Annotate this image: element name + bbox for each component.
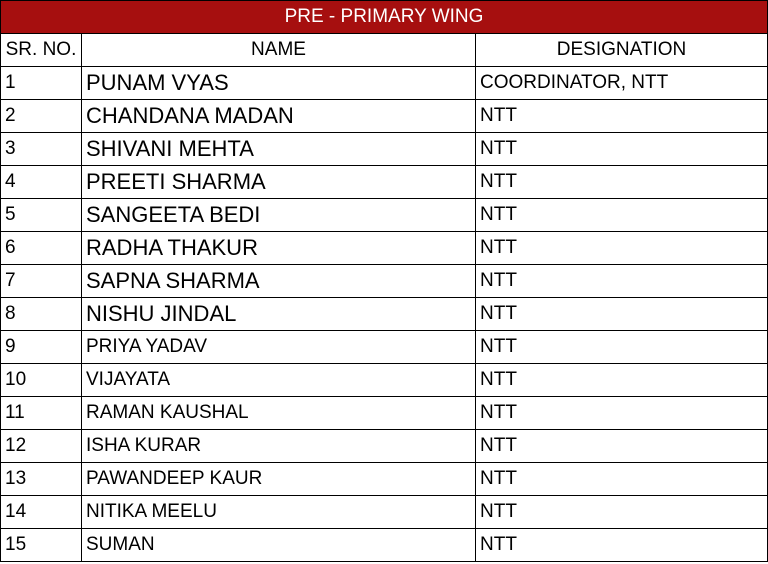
table-row [1, 199, 768, 232]
name-cell: NISHU JINDAL [82, 298, 476, 331]
sr-cell: 10 [1, 364, 82, 397]
table-row [1, 397, 768, 430]
table-row [1, 331, 768, 364]
sr-cell: 11 [1, 397, 82, 430]
name-cell: SUMAN [82, 529, 476, 562]
designation-cell: NTT [476, 364, 768, 397]
sr-cell: 14 [1, 496, 82, 529]
name-cell: RADHA THAKUR [82, 232, 476, 265]
name-cell: SANGEETA BEDI [82, 199, 476, 232]
table-row [1, 232, 768, 265]
designation-cell: NTT [476, 232, 768, 265]
name-cell: CHANDANA MADAN [82, 100, 476, 133]
designation-cell: NTT [476, 496, 768, 529]
designation-cell: NTT [476, 430, 768, 463]
name-cell: VIJAYATA [82, 364, 476, 397]
section-title: PRE - PRIMARY WING [1, 1, 768, 34]
designation-cell: NTT [476, 463, 768, 496]
name-cell: SAPNA SHARMA [82, 265, 476, 298]
sr-cell: 4 [1, 166, 82, 199]
sr-cell: 3 [1, 133, 82, 166]
designation-cell: NTT [476, 265, 768, 298]
designation-cell: NTT [476, 529, 768, 562]
designation-cell: NTT [476, 298, 768, 331]
sr-cell: 5 [1, 199, 82, 232]
table-row [1, 133, 768, 166]
table-row [1, 430, 768, 463]
column-header-designation: DESIGNATION [476, 34, 768, 67]
name-cell: PUNAM VYAS [82, 67, 476, 100]
name-cell: NITIKA MEELU [82, 496, 476, 529]
sr-cell: 9 [1, 331, 82, 364]
table-row [1, 265, 768, 298]
designation-cell: NTT [476, 397, 768, 430]
name-cell: PAWANDEEP KAUR [82, 463, 476, 496]
table-row [1, 100, 768, 133]
table-row [1, 529, 768, 562]
table-row [1, 67, 768, 100]
table-row [1, 364, 768, 397]
sr-cell: 6 [1, 232, 82, 265]
designation-cell: NTT [476, 331, 768, 364]
name-cell: PRIYA YADAV [82, 331, 476, 364]
name-cell: SHIVANI MEHTA [82, 133, 476, 166]
title-row [1, 1, 768, 34]
sr-cell: 15 [1, 529, 82, 562]
designation-cell: NTT [476, 199, 768, 232]
table-row [1, 463, 768, 496]
table-row [1, 496, 768, 529]
designation-cell: NTT [476, 133, 768, 166]
sr-cell: 8 [1, 298, 82, 331]
designation-cell: NTT [476, 100, 768, 133]
header-row [1, 34, 768, 67]
sr-cell: 12 [1, 430, 82, 463]
table-row [1, 298, 768, 331]
column-header-sr-no: SR. NO. [1, 34, 82, 67]
table-row [1, 166, 768, 199]
name-cell: RAMAN KAUSHAL [82, 397, 476, 430]
sr-cell: 2 [1, 100, 82, 133]
sr-cell: 7 [1, 265, 82, 298]
designation-cell: NTT [476, 166, 768, 199]
column-header-name: NAME [82, 34, 476, 67]
designation-cell: COORDINATOR, NTT [476, 67, 768, 100]
sr-cell: 13 [1, 463, 82, 496]
name-cell: ISHA KURAR [82, 430, 476, 463]
name-cell: PREETI SHARMA [82, 166, 476, 199]
sr-cell: 1 [1, 67, 82, 100]
